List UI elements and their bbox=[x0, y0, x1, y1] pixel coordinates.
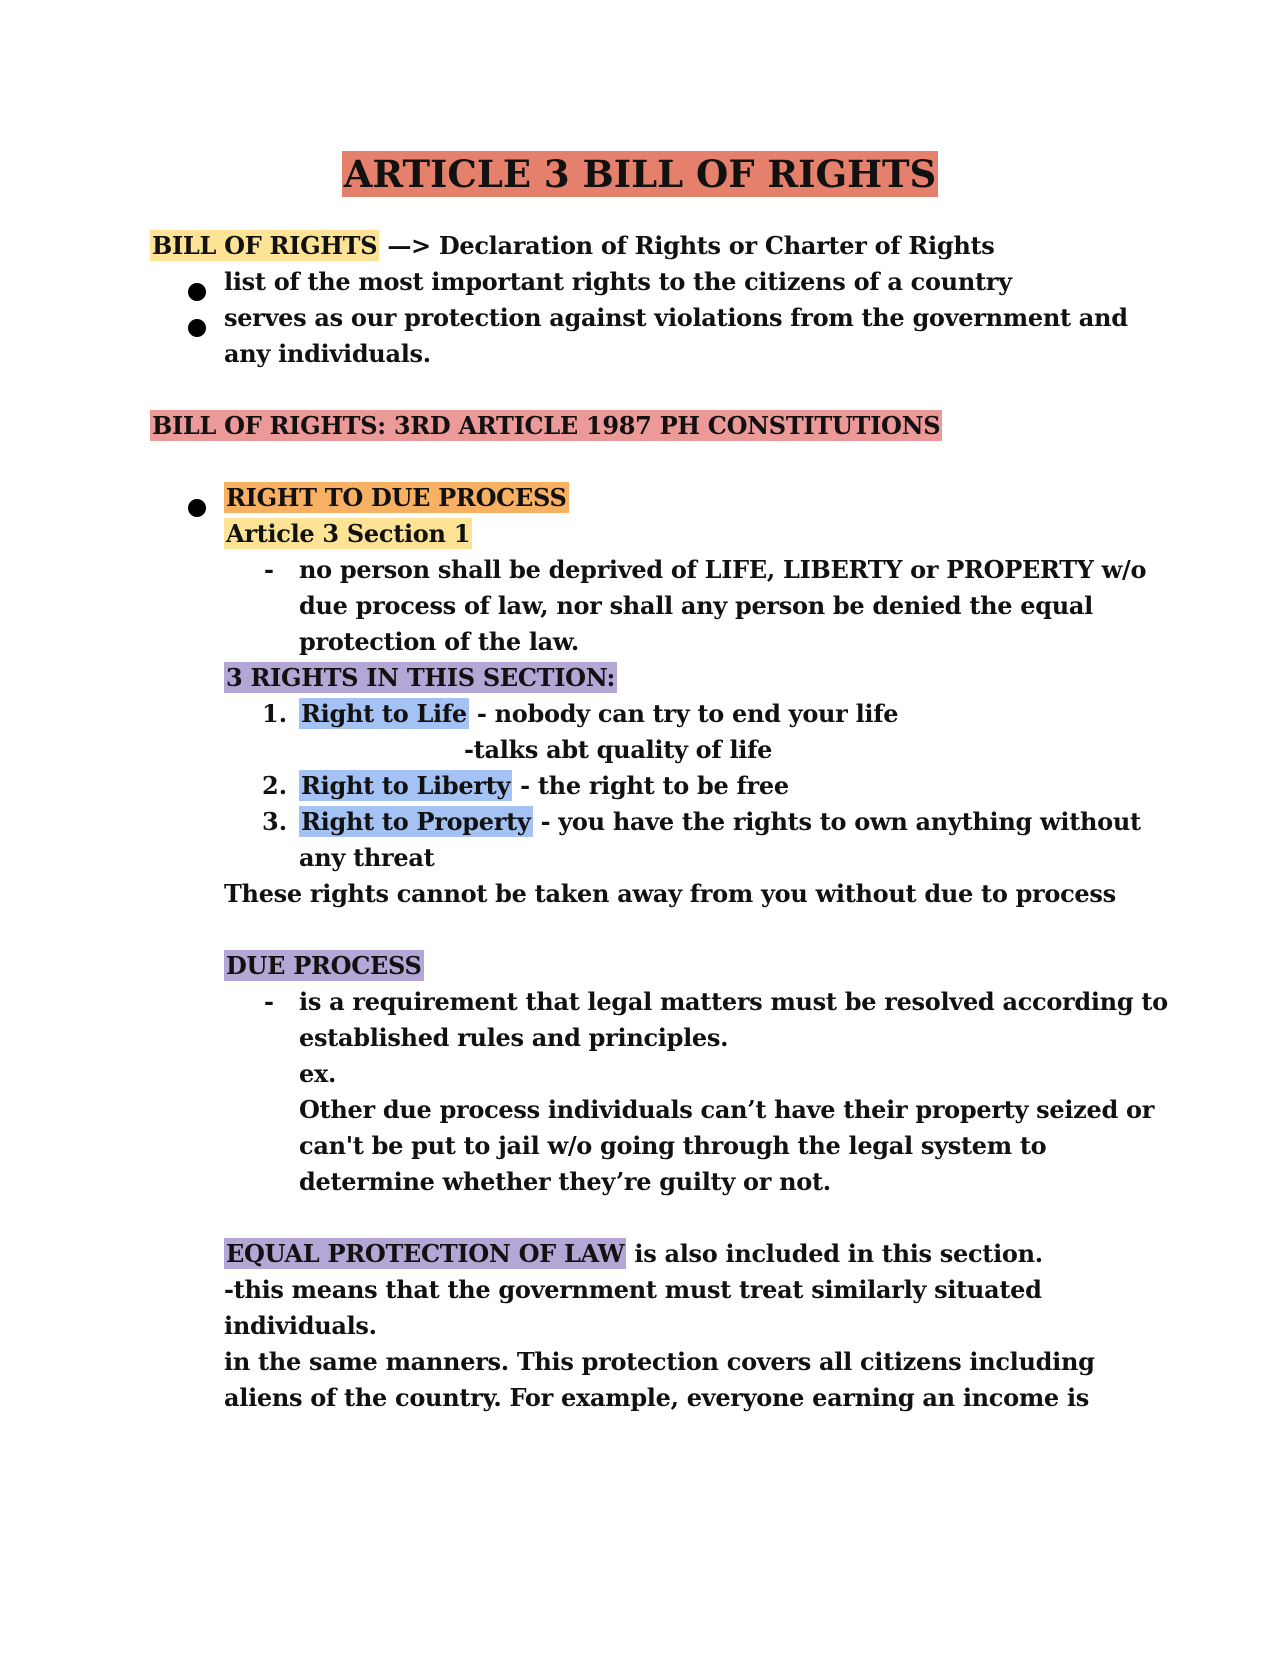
due-process-right-subheading-text: Article 3 Section 1 bbox=[226, 519, 471, 548]
rights-list-heading-text: 3 RIGHTS IN THIS SECTION: bbox=[226, 663, 616, 692]
equal-protection-line: -this means that the government must treat similarly situated bbox=[224, 1275, 1042, 1304]
list-number: 1. bbox=[262, 699, 288, 728]
right-description: - you have the rights to own anything without bbox=[532, 807, 1141, 836]
right-description: - the right to be free bbox=[512, 771, 789, 800]
section-heading bbox=[150, 408, 942, 444]
due-process-line: is a requirement that legal matters must be resolved according to bbox=[299, 987, 1168, 1016]
due-process-line: determine whether they’re guilty or not. bbox=[299, 1167, 831, 1196]
due-process-heading bbox=[224, 948, 424, 984]
due-process-right-line: no person shall be deprived of LIFE, LIBERTY or PROPERTY w/o bbox=[299, 555, 1147, 584]
equal-protection-heading-rest: is also included in this section. bbox=[626, 1239, 1043, 1268]
due-process-line: Other due process individuals can’t have their property seized or bbox=[299, 1095, 1155, 1124]
rights-closing: These rights cannot be taken away from you without due to process bbox=[224, 879, 1116, 908]
bullet-icon bbox=[188, 283, 206, 301]
right-description: - nobody can try to end your life bbox=[468, 699, 899, 728]
right-label: Right to Life bbox=[301, 699, 467, 728]
due-process-right-line: due process of law, nor shall any person be denied the equal bbox=[299, 591, 1093, 620]
equal-protection-heading: EQUAL PROTECTION OF LAW bbox=[226, 1239, 625, 1268]
due-process-line: established rules and principles. bbox=[299, 1023, 729, 1052]
list-item-continuation: -talks abt quality of life bbox=[464, 735, 773, 764]
list-item-continuation: any threat bbox=[299, 843, 435, 872]
list-item bbox=[299, 768, 789, 804]
list-item bbox=[299, 804, 1141, 840]
list-item bbox=[299, 696, 898, 732]
list-number: 3. bbox=[262, 807, 288, 836]
right-label: Right to Property bbox=[301, 807, 531, 836]
due-process-line: ex. bbox=[299, 1059, 337, 1088]
bullet-icon bbox=[188, 499, 206, 517]
dash-marker: - bbox=[264, 555, 274, 584]
due-process-right-line: protection of the law. bbox=[299, 627, 579, 656]
due-process-right-heading bbox=[224, 480, 569, 516]
equal-protection-line: aliens of the country. For example, everyone earning an income is bbox=[224, 1383, 1089, 1412]
intro-bullet-2: serves as our protection against violations from the government and bbox=[224, 303, 1128, 332]
bullet-icon bbox=[188, 319, 206, 337]
due-process-line: can't be put to jail w/o going through the legal system to bbox=[299, 1131, 1047, 1160]
intro-term: BILL OF RIGHTS bbox=[152, 231, 378, 260]
dash-marker: - bbox=[264, 987, 274, 1016]
intro-definition: —> Declaration of Rights or Charter of Rights bbox=[379, 231, 995, 260]
due-process-right-subheading bbox=[224, 516, 472, 552]
intro-line bbox=[150, 228, 994, 264]
list-number: 2. bbox=[262, 771, 288, 800]
rights-list-heading bbox=[224, 660, 617, 696]
section-heading-text: BILL OF RIGHTS: 3RD ARTICLE 1987 PH CONSTITUTIONS bbox=[152, 411, 941, 440]
equal-protection-line: in the same manners. This protection covers all citizens including bbox=[224, 1347, 1095, 1376]
due-process-heading-text: DUE PROCESS bbox=[226, 951, 422, 980]
title-text: ARTICLE 3 BILL OF RIGHTS bbox=[343, 152, 937, 196]
intro-bullet-2-continued: any individuals. bbox=[224, 339, 431, 368]
document-title bbox=[0, 150, 1280, 198]
due-process-right-heading-text: RIGHT TO DUE PROCESS bbox=[226, 483, 567, 512]
right-label: Right to Liberty bbox=[301, 771, 511, 800]
equal-protection-heading-line bbox=[224, 1236, 1043, 1272]
equal-protection-line: individuals. bbox=[224, 1311, 377, 1340]
intro-bullet-1: list of the most important rights to the citizens of a country bbox=[224, 267, 1012, 296]
